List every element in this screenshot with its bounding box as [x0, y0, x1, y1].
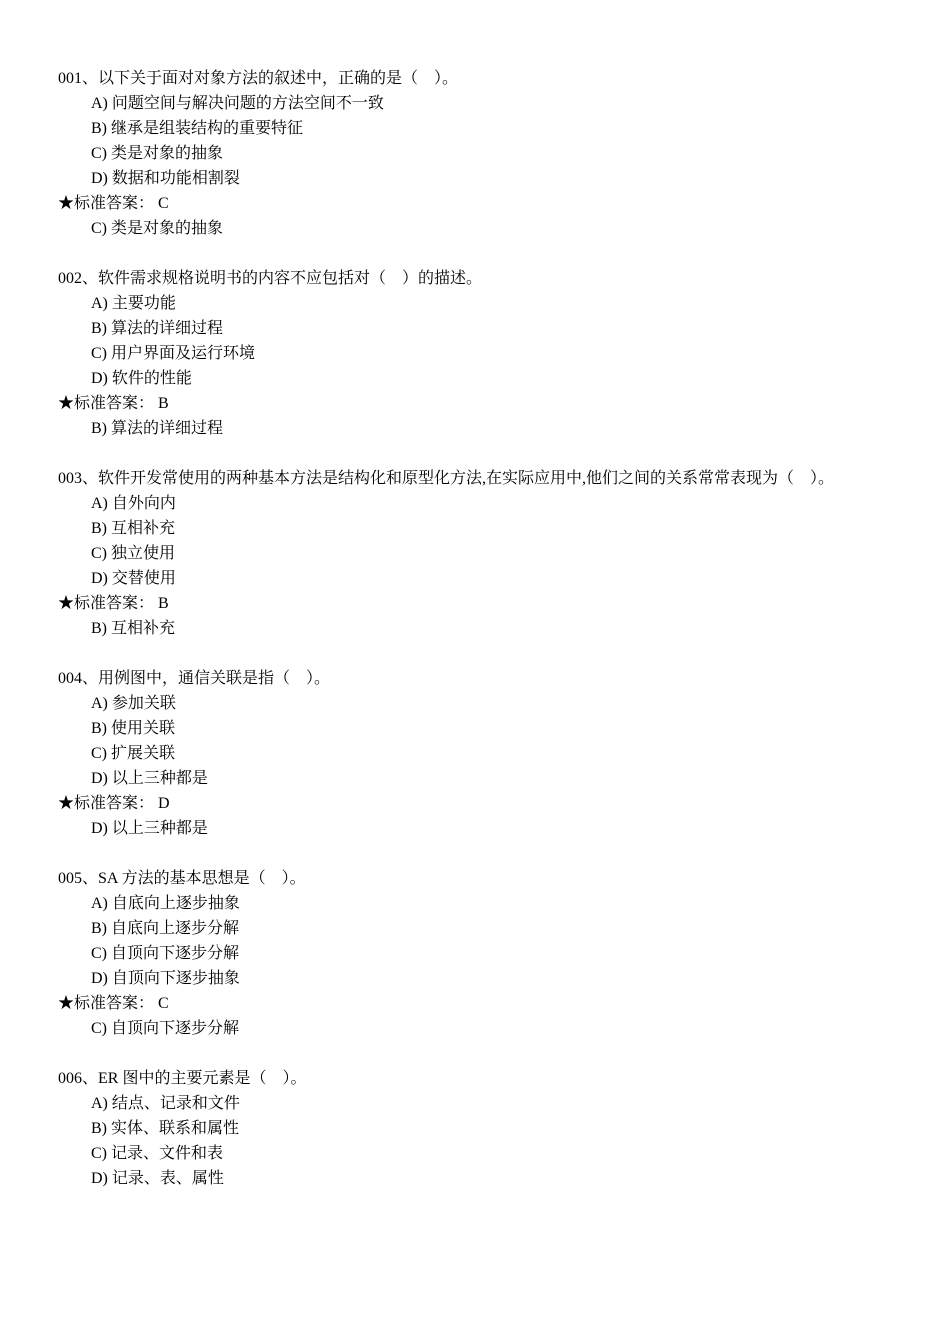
answer-letter: C	[158, 195, 169, 212]
answer-letter: B	[158, 595, 169, 612]
option-b: B) 实体、联系和属性	[91, 1120, 240, 1137]
answer-row	[58, 391, 928, 416]
option-c: C) 扩展关联	[91, 745, 176, 762]
answer-row	[58, 191, 928, 216]
option-a: A) 自底向上逐步抽象	[91, 895, 240, 912]
document-page	[58, 66, 928, 1216]
question-stem: 002、软件需求规格说明书的内容不应包括对（ ）的描述。	[58, 270, 483, 287]
option-a: A) 参加关联	[91, 695, 176, 712]
option-c: C) 记录、文件和表	[91, 1145, 224, 1162]
answer-row	[58, 591, 928, 616]
answer-text: B) 算法的详细过程	[91, 420, 224, 437]
option-c: C) 类是对象的抽象	[91, 145, 224, 162]
answer-row	[58, 991, 928, 1016]
answer-label: ★标准答案：	[58, 795, 155, 812]
option-b: B) 互相补充	[91, 520, 176, 537]
question-stem: 003、软件开发常使用的两种基本方法是结构化和原型化方法,在实际应用中,他们之间的关系常常表现为（ ）。	[58, 470, 835, 487]
answer-text: D) 以上三种都是	[91, 820, 208, 837]
answer-text: C) 类是对象的抽象	[91, 220, 224, 237]
option-c: C) 自顶向下逐步分解	[91, 945, 240, 962]
answer-letter: B	[158, 395, 169, 412]
answer-text: C) 自顶向下逐步分解	[91, 1020, 240, 1037]
option-d: D) 交替使用	[91, 570, 176, 587]
question-005	[58, 866, 928, 1041]
option-b: B) 使用关联	[91, 720, 176, 737]
question-003	[58, 466, 928, 641]
option-d: D) 记录、表、属性	[91, 1170, 224, 1187]
question-002	[58, 266, 928, 441]
option-d: D) 软件的性能	[91, 370, 192, 387]
option-b: B) 继承是组装结构的重要特征	[91, 120, 304, 137]
option-a: A) 结点、记录和文件	[91, 1095, 240, 1112]
option-b: B) 算法的详细过程	[91, 320, 224, 337]
option-a: A) 自外向内	[91, 495, 176, 512]
question-001	[58, 66, 928, 241]
question-004	[58, 666, 928, 841]
answer-text: B) 互相补充	[91, 620, 176, 637]
answer-letter: D	[158, 795, 170, 812]
question-stem: 001、以下关于面对对象方法的叙述中，正确的是（ ）。	[58, 70, 459, 87]
option-a: A) 问题空间与解决问题的方法空间不一致	[91, 95, 384, 112]
answer-label: ★标准答案：	[58, 595, 155, 612]
question-006	[58, 1066, 928, 1191]
answer-label: ★标准答案：	[58, 995, 155, 1012]
option-d: D) 以上三种都是	[91, 770, 208, 787]
option-c: C) 用户界面及运行环境	[91, 345, 256, 362]
option-a: A) 主要功能	[91, 295, 176, 312]
option-d: D) 数据和功能相割裂	[91, 170, 240, 187]
option-c: C) 独立使用	[91, 545, 176, 562]
answer-label: ★标准答案：	[58, 395, 155, 412]
answer-label: ★标准答案：	[58, 195, 155, 212]
answer-row	[58, 791, 928, 816]
question-stem: 005、SA 方法的基本思想是（ ）。	[58, 870, 306, 887]
question-stem: 004、用例图中，通信关联是指（ ）。	[58, 670, 331, 687]
option-b: B) 自底向上逐步分解	[91, 920, 240, 937]
question-stem: 006、ER 图中的主要元素是（ ）。	[58, 1070, 307, 1087]
answer-letter: C	[158, 995, 169, 1012]
option-d: D) 自顶向下逐步抽象	[91, 970, 240, 987]
